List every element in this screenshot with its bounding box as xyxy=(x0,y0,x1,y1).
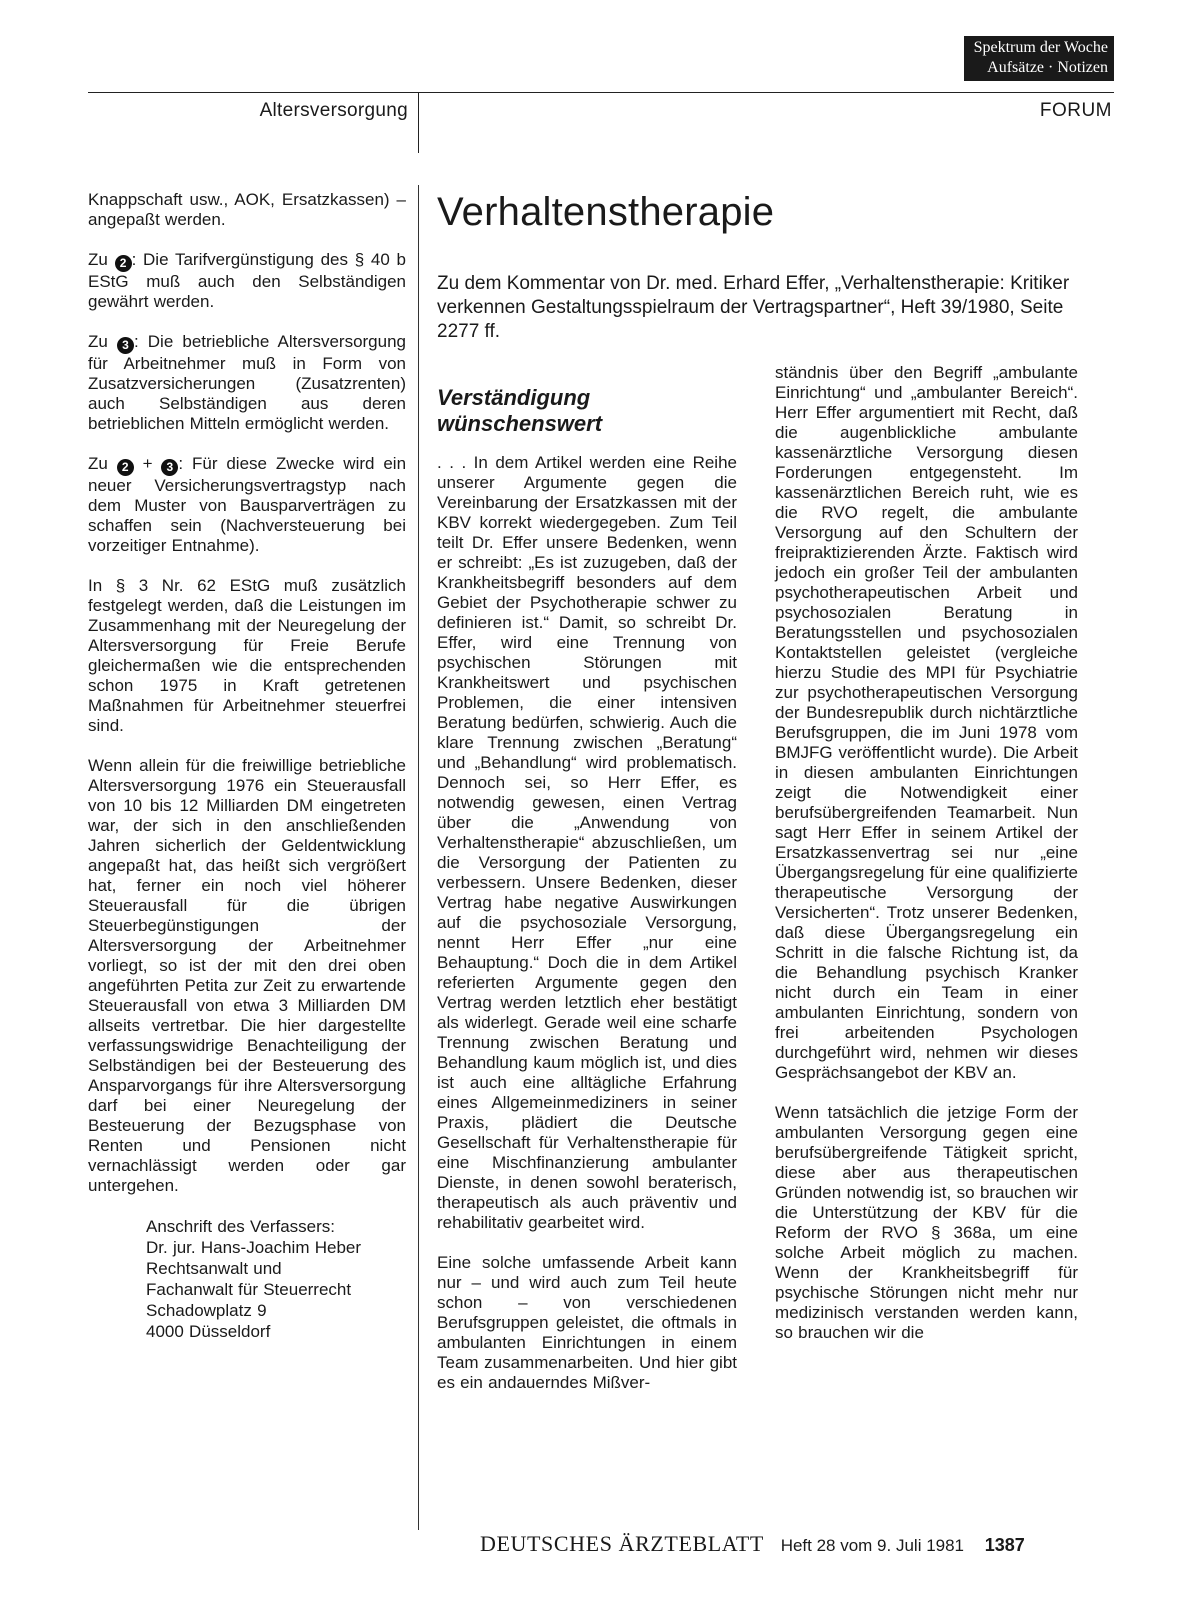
left-column xyxy=(88,190,406,1342)
column-divider xyxy=(418,185,419,1530)
paragraph: Wenn tatsächlich die jetzige Form der ambulanten Versorgung gegen eine berufsübergreifende Tätigkeit spricht, diese aber aus therapeutischen Gründen notwendig ist, so brauchen wir die Unterstützung der KBV für die Reform der RVO § 368a, um eine solche Arbeit möglich zu machen. Wenn der Krankheitsbegriff für psychische Störungen nicht mehr nur medizinisch verstanden werden kann, so brauchen wir die xyxy=(775,1103,1078,1342)
paragraph: ständnis über den Begriff „ambulante Einrichtung“ und „ambulanter Bereich“. Herr Effer argumentiert mit Recht, daß die augenblickliche ambulante kassenärztliche Versorgung diesen Forderungen entgegensteht. Im kassenärztlichen Bereich ruht, wie es die RVO regelt, die ambulante Versorgung auf den Schultern der freipraktizierenden Ärzte. Faktisch wird jedoch ein großer Teil der ambulanten psychotherapeutischen Arbeit und psychosozialen Beratung in Beratungsstellen und psychosozialen Kontaktstellen geleistet (vergleiche hierzu Studie des MPI für Psychiatrie zur psychotherapeutischen Versorgung der Bundesrepublik durch nichtärztliche Berufsgruppen, die im Juni 1978 vom BMJFG veröffentlicht wurde). Die Arbeit in diesen ambulanten Einrichtungen zeigt die Notwendigkeit einer berufsübergreifenden Teamarbeit. Nun sagt Herr Effer in seinem Artikel der Ersatzkassenvertrag sei nur „eine Übergangsregelung für eine qualifizierte therapeutische Versorgung der Versicherten“. Trotz unserer Bedenken, daß diese Übergangsregelung ein Schritt in die falsche Richtung ist, da die Behandlung psychisch Kranker nicht durch ein Team in einer ambulanten Einrichtung, sondern von frei arbeitenden Psychologen durchgeführt wird, nehmen wir dieses Gesprächsangebot der KBV an. xyxy=(775,363,1078,1082)
numbered-circle-icon: 3 xyxy=(161,459,178,476)
article-column-middle xyxy=(437,453,737,1413)
article-intro: Zu dem Kommentar von Dr. med. Erhard Effer, „Verhaltenstherapie: Kritiker verkennen Gestaltungsspielraum der Vertragspartner“, Heft 39/1980, Seite 2277 ff. xyxy=(437,273,1070,342)
masthead-line-2: Aufsätze · Notizen xyxy=(987,59,1108,76)
paragraph xyxy=(88,250,406,312)
address-line: Schadowplatz 9 xyxy=(146,1301,267,1320)
section-label-right: FORUM xyxy=(1039,100,1112,121)
text-fragment: + xyxy=(133,454,162,473)
author-address xyxy=(146,1216,406,1342)
paragraph xyxy=(88,454,406,556)
page-number: 1387 xyxy=(984,1535,1025,1555)
paragraph: In § 3 Nr. 62 EStG muß zusätzlich festgelegt werden, daß die Leistungen im Zusammenhang mit der Neuregelung der Altersversorgung für Freie Berufe gleichermaßen wie die entsprechenden schon 1975 in Kraft getretenen Maßnahmen für Arbeitnehmer steuerfrei sind. xyxy=(88,576,406,735)
numbered-circle-icon: 3 xyxy=(117,337,134,354)
address-line: Anschrift des Verfassers: xyxy=(146,1217,336,1236)
address-line: Dr. jur. Hans-Joachim Heber xyxy=(146,1238,362,1257)
paragraph: Wenn allein für die freiwillige betriebliche Altersversorgung 1976 ein Steuerausfall von 10 bis 12 Milliarden DM eingetreten war, der sich in den anschließenden Jahren sicherlich der Geldentwicklung angepaßt hat, das heißt sich vergrößert hat, ferner ein noch viel höherer Steuerausfall für die übrigen Steuerbegünstigungen der Altersversorgung der Arbeitnehmer vorliegt, so ist der mit den drei oben angeführten Petita zur Zeit zu erwartende Steuerausfall von etwa 3 Milliarden DM allseits vertretbar. Die hier dargestellte verfassungswidrige Benachteiligung der Selbständigen bei der Besteuerung des Ansparvorgangs für ihre Altersversorgung darf bei einer Neuregelung der Besteuerung der Bezugsphase von Renten und Pensionen nicht vernachlässigt werden oder gar untergehen. xyxy=(88,756,406,1195)
text-fragment: : Die Tarifvergünstigung des § 40 b EStG muß auch den Selbständigen gewährt werden. xyxy=(88,250,407,311)
masthead-line-1: Spektrum der Woche xyxy=(973,39,1108,56)
header-divider xyxy=(418,93,419,153)
text-fragment: : Die betriebliche Altersversorgung für Arbeitnehmer muß in Form von Zusatzversicherungen (Zusatzrenten) auch Selbständigen aus deren betrieblichen Mitteln ermöglicht werden. xyxy=(88,332,406,433)
text-fragment: : Für diese Zwecke wird ein neuer Versicherungsvertragstyp nach dem Muster von Bausparverträgen zu schaffen sein (Nachversteuerung bei vorzeitiger Entnahme). xyxy=(88,454,407,555)
paragraph xyxy=(88,332,406,434)
numbered-circle-icon: 2 xyxy=(115,255,132,272)
text-fragment: Zu xyxy=(88,332,117,351)
page-footer xyxy=(480,1531,1025,1557)
article-title: Verhaltenstherapie xyxy=(437,190,775,234)
paragraph: Knappschaft usw., AOK, Ersatzkassen) – angepaßt werden. xyxy=(88,190,406,229)
address-line: 4000 Düsseldorf xyxy=(146,1322,271,1341)
paragraph: . . . In dem Artikel werden eine Reihe unserer Argumente gegen die Vereinbarung der Ersatzkassen mit der KBV korrekt wiedergegeben. Zum Teil teilt Dr. Effer unsere Bedenken, wenn er schreibt: „Es ist zuzugeben, daß der Krankheitsbegriff besonders auf dem Gebiet der Psychotherapie schwer zu definieren ist.“ Damit, so schreibt Dr. Effer, wird eine Trennung von psychischen Störungen mit Krankheitswert und psychischen Problemen, die einer intensiven Beratung bedürfen, schwierig. Auch die klare Trennung zwischen „Beratung“ und „Behandlung“ wird problematisch. Dennoch sei, so Herr Effer, es notwendig gewesen, einen Vertrag über die „Anwendung von Verhaltenstherapie“ abzuschließen, um die Versorgung der Patienten zu verbessern. Unsere Bedenken, dieser Vertrag habe negative Auswirkungen auf die psychosoziale Versorgung, nennt Herr Effer „nur eine Behauptung.“ Doch die in dem Artikel referierten Argumente gegen den Vertrag werden letztlich eher bestätigt als widerlegt. Gerade weil eine scharfe Trennung zwischen Beratung und Behandlung kaum möglich ist, und dies ist auch eine alltägliche Erfahrung eines Allgemeinmediziners in seiner Praxis, plädiert die Deutsche Gesellschaft für Verhaltenstherapie für eine Mischfinanzierung ambulanter Dienste, in denen sowohl beraterisch, therapeutisch als auch präventiv und rehabilitativ gearbeitet wird. xyxy=(437,453,737,1232)
paragraph: Eine solche umfassende Arbeit kann nur – und wird auch zum Teil heute schon – von verschiedenen Berufsgruppen geleistet, die oftmals in ambulanten Einrichtungen in einem Team zusammenarbeiten. Und hier gibt es ein andauerndes Mißver- xyxy=(437,1253,737,1392)
numbered-circle-icon: 2 xyxy=(117,459,134,476)
text-fragment: Zu xyxy=(88,454,117,473)
address-line: Fachanwalt für Steuerrecht xyxy=(146,1280,352,1299)
issue-info: Heft 28 vom 9. Juli 1981 xyxy=(780,1536,965,1555)
article-subheading: Verständigung wünschenswert xyxy=(437,385,603,436)
masthead xyxy=(964,36,1114,81)
header-rule xyxy=(88,92,1114,93)
address-line: Rechtsanwalt und xyxy=(146,1259,282,1278)
section-label-left: Altersversorgung xyxy=(259,100,408,121)
text-fragment: Zu xyxy=(88,250,115,269)
publication-name: DEUTSCHES ÄRZTEBLATT xyxy=(480,1531,764,1556)
article-column-right xyxy=(775,363,1078,1363)
